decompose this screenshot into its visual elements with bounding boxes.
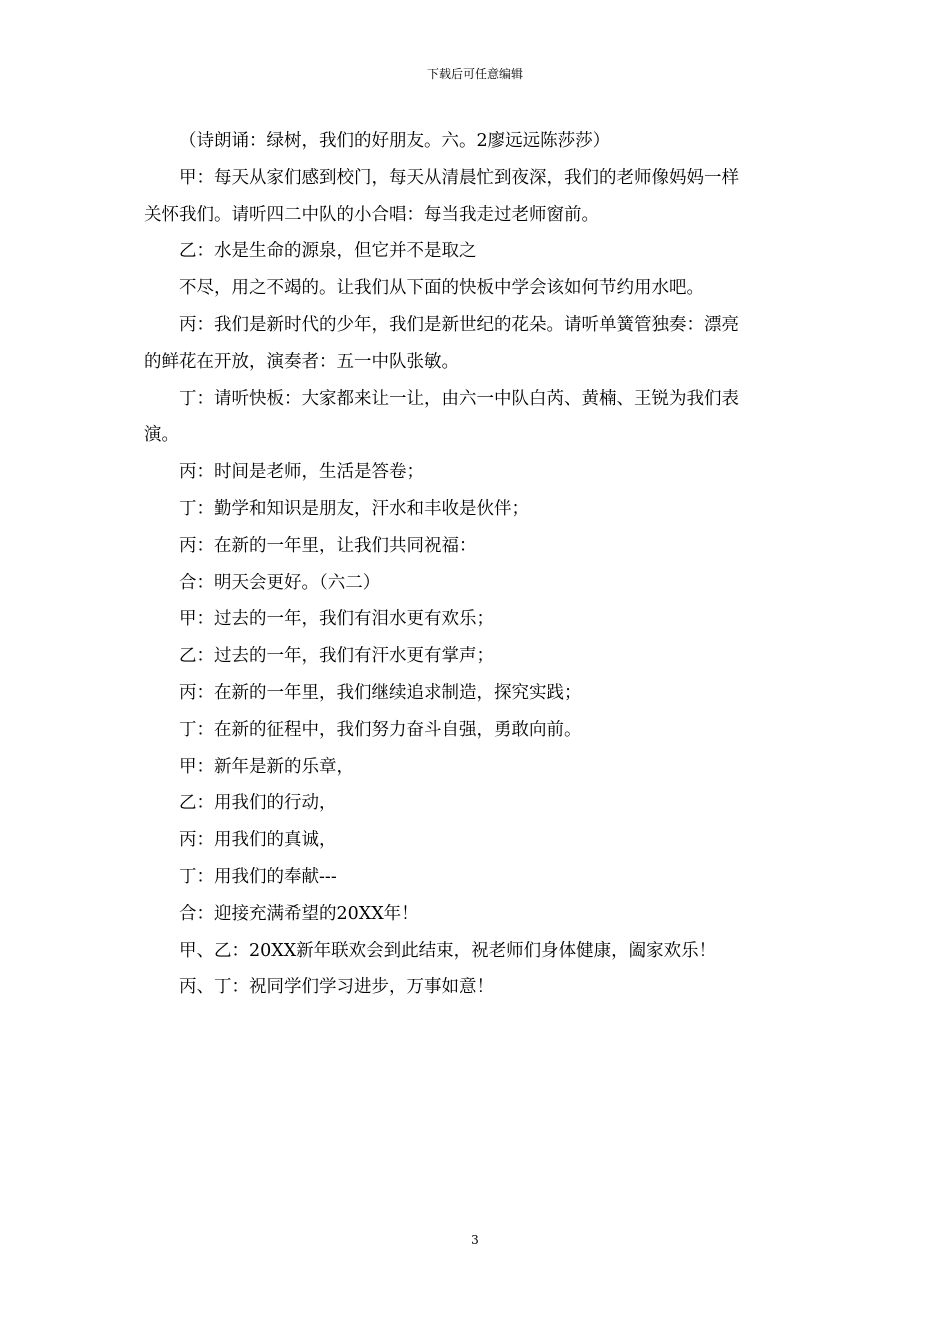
text-line: 甲、乙：20XX新年联欢会到此结束，祝老师们身体健康，阖家欢乐！: [179, 940, 717, 961]
text-line: 乙：用我们的行动，: [179, 793, 337, 814]
text-line: 丙：用我们的真诚，: [179, 830, 337, 851]
page-header: 下载后可任意编辑: [426, 67, 523, 81]
text-line: 丙：在新的一年里，让我们共同祝福：: [179, 535, 477, 556]
text-line: 丙：时间是老师，生活是答卷；: [179, 462, 424, 483]
text-line: 甲：过去的一年，我们有泪水更有欢乐；: [179, 609, 494, 630]
text-line: 甲：新年是新的乐章，: [179, 756, 354, 777]
text-line: （诗朗诵：绿树，我们的好朋友。六。2廖远远陈莎莎）: [179, 131, 611, 151]
text-line: 乙：水是生命的源泉，但它并不是取之: [179, 241, 477, 262]
text-line: 的鲜花在开放，演奏者：五一中队张敏。: [144, 351, 459, 372]
text-line: 乙：过去的一年，我们有汗水更有掌声；: [179, 646, 494, 667]
text-line: 不尽，用之不竭的。让我们从下面的快板中学会该如何节约用水吧。: [179, 278, 704, 299]
text-line: 丁：请听快板：大家都来让一让，由六一中队白芮、黄楠、王锐为我们表: [179, 388, 739, 409]
text-line: 合：迎接充满希望的20XX年！: [179, 903, 419, 924]
text-line: 丙：在新的一年里，我们继续追求制造，探究实践；: [179, 682, 582, 703]
page-number: 3: [471, 1233, 479, 1247]
text-line: 丙：我们是新时代的少年，我们是新世纪的花朵。请听单簧管独奏：漂亮: [179, 314, 739, 335]
text-line: 丁：在新的征程中，我们努力奋斗自强，勇敢向前。: [179, 719, 582, 740]
text-line: 合：明天会更好。（六二）: [179, 572, 381, 593]
text-line: 丁：用我们的奉献---: [179, 866, 337, 887]
document-body: [144, 123, 808, 1006]
text-line: 丙、丁：祝同学们学习进步，万事如意！: [179, 977, 494, 998]
text-line: 甲：每天从家们感到校门，每天从清晨忙到夜深，我们的老师像妈妈一样: [179, 167, 739, 188]
text-line: 关怀我们。请听四二中队的小合唱：每当我走过老师窗前。: [144, 204, 599, 225]
text-line: 演。: [144, 425, 179, 446]
text-line: 丁：勤学和知识是朋友，汗水和丰收是伙伴；: [179, 498, 529, 519]
